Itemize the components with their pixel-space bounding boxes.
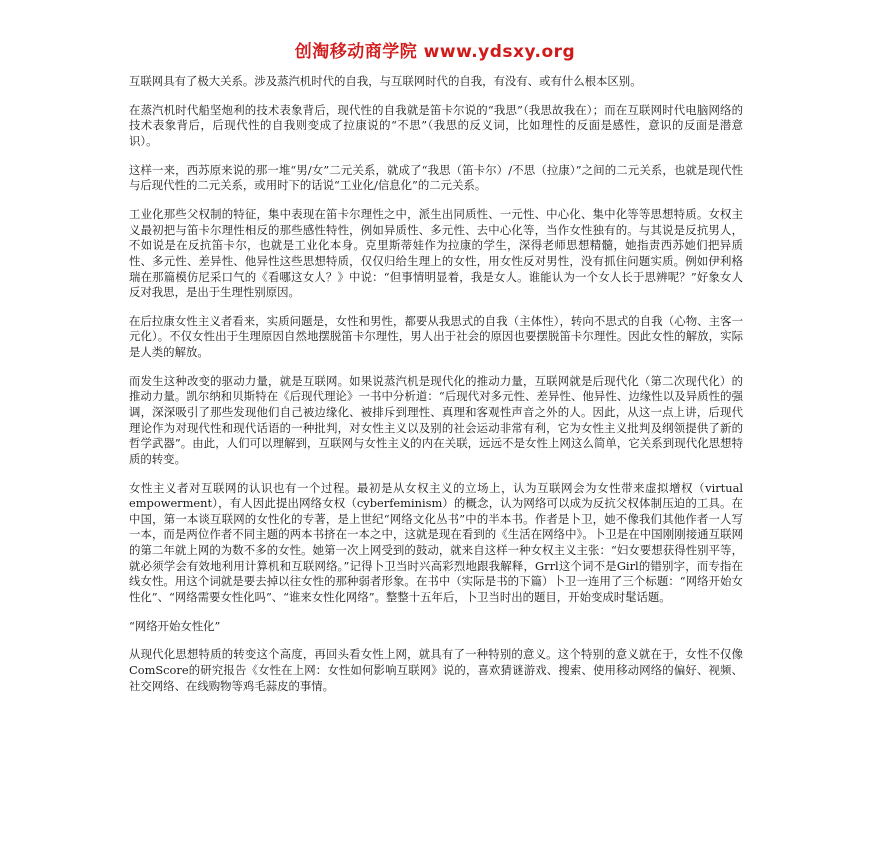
paragraph-8: 从现代化思想特质的转变这个高度，再回头看女性上网，就具有了一种特别的意义。这个特别的意义就在于，女性不仅像ComScore的研究报告《女性在上网：女性如何影响互联网》说的，喜欢猜谜游戏、搜索、使用移动网络的偏好、视频、社交网络、在线购物等鸡毛蒜皮的事情。 xyxy=(129,647,743,693)
paragraph-2: 在蒸汽机时代船坚炮利的技术表象背后，现代性的自我就是笛卡尔说的“我思”（我思故我在）；而在互联网时代电脑网络的技术表象背后，后现代性的自我则变成了拉康说的“不思”（我思的反义词，比如理性的反面是感性，意识的反面是潜意识）。 xyxy=(129,102,743,148)
paragraph-3: 这样一来，西苏原来说的那一堆“男/女”二元关系，就成了“我思（笛卡尔）/不思（拉康）”之间的二元关系，也就是现代性与后现代性的二元关系，或用时下的话说“工业化/信息化”的二元关系。 xyxy=(129,162,743,193)
paragraph-5: 在后拉康女性主义者看来，实质问题是，女性和男性，都要从我思式的自我（主体性），转向不思式的自我（心物、主客一元化）。不仅女性出于生理原因自然地摆脱笛卡尔理性，男人出于社会的原因也要摆脱笛卡尔理性。因此女性的解放，实际是人类的解放。 xyxy=(129,313,743,360)
paragraph-4: 工业化那些父权制的特征，集中表现在笛卡尔理性之中，派生出同质性、一元性、中心化、集中化等等思想特质。女权主义最初把与笛卡尔理性相反的那些感性特性，例如异质性、多元性、去中心化等，当作女性独有的。与其说是反抗男人，不如说是在反抗笛卡尔，也就是工业化本身。克里斯蒂娃作为拉康的学生，深得老师思想精髓，她指责西苏她们把异质性、多元性、差异性、他异性这些思想特质，仅仅归给生理上的女性，用女性反对男性，没有抓住问题实质。例如伊利格瑞在那篇模仿尼采口气的《看哪这女人？》中说：“但事情明显着，我是女人。谁能认为一个女人长于思辨呢？”好象女人反对我思，是出于生理性别原因。 xyxy=(129,207,743,300)
paragraph-6: 而发生这种改变的驱动力量，就是互联网。如果说蒸汽机是现代化的推动力量，互联网就是后现代化（第二次现代化）的推动力量。凯尔纳和贝斯特在《后现代理论》一书中分析道：“后现代对多元性、差异性、他异性、边缘性以及异质性的强调，深深吸引了那些发现他们自己被边缘化、被排斥到理性、真理和客观性声音之外的人。因此，从这一点上讲，后现代理论作为对现代性和现代话语的一种批判，对女性主义以及别的社会运动非常有利，它为女性主义批判及纲领提供了新的哲学武器”。由此，人们可以理解到，互联网与女性主义的内在关联，远远不是女性上网这么简单，它关系到现代化思想特质的转变。 xyxy=(129,373,743,466)
paragraph-7: 女性主义者对互联网的认识也有一个过程。最初是从女权主义的立场上，认为互联网会为女性带来虚拟增权（virtual empowerment），有人因此提出网络女权（cyberfeminism）的概念，认为网络可以成为反抗父权体制压迫的工具。在中国，第一本谈互联网的女性化的专著，是上世纪“网络文化丛书”中的半本书。作者是卜卫，她不像我们其他作者一人写一本，而是两位作者不同主题的两本书挤在一本之中，这就是现在看到的《生活在网络中》。卜卫是在中国刚刚接通互联网的第二年就上网的为数不多的女性。她第一次上网受到的鼓动，就来自这样一种女权主义主张：“妇女要想获得性别平等，就必须学会有效地利用计算机和互联网络。”记得卜卫当时兴高彩烈地跟我解释，Grrl这个词不是Girl的错别字，而专指在线女性。用这个词就是要去掉以往女性的那种弱者形象。在书中（实际是书的下篇）卜卫一连用了三个标题：“网络开始女性化”、“网络需要女性化吗”、“谁来女性化网络”。整整十五年后，卜卫当时出的题目，开始变成时髦话题。 xyxy=(129,480,743,604)
section-heading: “网络开始女性化” xyxy=(129,618,221,633)
article-body xyxy=(129,74,743,707)
paragraph-1: 互联网具有了极大关系。涉及蒸汽机时代的自我，与互联网时代的自我，有没有、或有什么根本区别。 xyxy=(129,74,642,88)
site-header: 创淘移动商学院 www.ydsxy.org xyxy=(294,42,576,62)
